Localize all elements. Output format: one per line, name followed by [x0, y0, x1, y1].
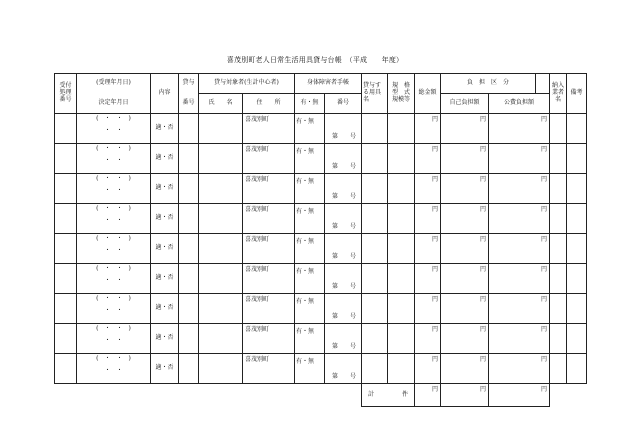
address-cell[interactable]: 喜茂別町 — [243, 264, 295, 294]
receipt-number-cell[interactable] — [55, 114, 77, 144]
vendor-cell[interactable] — [550, 114, 567, 144]
total-amount-cell[interactable]: 円 — [415, 204, 441, 234]
remarks-cell[interactable] — [567, 204, 587, 234]
disability-presence-cell[interactable]: 有・無 — [295, 354, 325, 384]
book-number-cell[interactable]: 第 号 — [325, 114, 362, 144]
remarks-cell[interactable] — [567, 264, 587, 294]
total-amount-yen: 円 — [415, 384, 441, 407]
spec-cell[interactable] — [388, 264, 415, 294]
name-cell[interactable] — [199, 174, 243, 204]
header-lend-top: 貸与 — [179, 74, 199, 94]
spec-cell[interactable] — [388, 144, 415, 174]
self-burden-cell[interactable]: 円 — [441, 294, 489, 324]
header-item-name: 貸与す る用具 名 — [362, 74, 388, 114]
item-name-cell[interactable] — [362, 114, 388, 144]
vendor-cell[interactable] — [550, 294, 567, 324]
ledger-row — [55, 114, 587, 144]
spec-cell[interactable] — [388, 294, 415, 324]
approval-cell[interactable]: 適・否 — [151, 294, 179, 324]
receipt-number-cell[interactable] — [55, 204, 77, 234]
ledger-row — [55, 324, 587, 354]
spec-cell[interactable] — [388, 174, 415, 204]
ledger-row — [55, 174, 587, 204]
spec-cell[interactable] — [388, 354, 415, 384]
header-total-amount: 総金額 — [415, 74, 441, 114]
approval-cell[interactable]: 適・否 — [151, 354, 179, 384]
remarks-cell[interactable] — [567, 234, 587, 264]
header-disability-book: 身体障害者手帳 — [295, 74, 362, 94]
vendor-cell[interactable] — [550, 204, 567, 234]
header-row-1 — [55, 74, 587, 94]
total-amount-cell[interactable]: 円 — [415, 294, 441, 324]
receipt-number-cell[interactable] — [55, 294, 77, 324]
name-cell[interactable] — [199, 204, 243, 234]
header-remarks: 備考 — [567, 74, 587, 114]
receipt-number-cell[interactable] — [55, 354, 77, 384]
lend-number-cell[interactable] — [179, 234, 199, 264]
approval-cell[interactable]: 適・否 — [151, 234, 179, 264]
total-row — [55, 384, 587, 407]
self-burden-cell[interactable]: 円 — [441, 204, 489, 234]
public-burden-cell[interactable]: 円 — [489, 294, 550, 324]
disability-presence-cell[interactable]: 有・無 — [295, 174, 325, 204]
receipt-date: ( ・ ・ ) — [96, 355, 131, 362]
approval-cell[interactable]: 適・否 — [151, 264, 179, 294]
disability-presence-cell[interactable]: 有・無 — [295, 114, 325, 144]
total-amount-cell[interactable]: 円 — [415, 264, 441, 294]
header-spec: 規 格 型 式 規模等 — [388, 74, 415, 114]
decision-date: ・ ・ — [104, 366, 123, 374]
header-lend-number: 番号 — [179, 94, 199, 114]
approval-cell[interactable]: 適・否 — [151, 204, 179, 234]
decision-date: ・ ・ — [104, 276, 123, 284]
lend-number-cell[interactable] — [179, 264, 199, 294]
public-burden-cell[interactable]: 円 — [489, 114, 550, 144]
address-cell[interactable]: 喜茂別町 — [243, 204, 295, 234]
lend-number-cell[interactable] — [179, 294, 199, 324]
header-book-number: 番号 — [325, 94, 362, 114]
item-name-cell[interactable] — [362, 234, 388, 264]
total-label: 計 件 — [362, 384, 415, 407]
address-cell[interactable]: 喜茂別町 — [243, 294, 295, 324]
public-burden-cell[interactable]: 円 — [489, 144, 550, 174]
decision-date: ・ ・ — [104, 156, 123, 164]
book-number-cell[interactable]: 第 号 — [325, 174, 362, 204]
receipt-date: ( ・ ・ ) — [96, 235, 131, 242]
document-title: 喜茂別町老人日常生活用具貸与台帳 （平成 年度） — [226, 56, 404, 64]
decision-date: ・ ・ — [104, 246, 123, 254]
disability-presence-cell[interactable]: 有・無 — [295, 264, 325, 294]
lend-number-cell[interactable] — [179, 354, 199, 384]
approval-cell[interactable]: 適・否 — [151, 114, 179, 144]
ledger-table — [54, 73, 587, 407]
lend-number-cell[interactable] — [179, 114, 199, 144]
book-number-cell[interactable]: 第 号 — [325, 144, 362, 174]
name-cell[interactable] — [199, 294, 243, 324]
date-cell[interactable] — [77, 114, 151, 144]
address-cell[interactable]: 喜茂別町 — [243, 144, 295, 174]
ledger-row — [55, 234, 587, 264]
item-name-cell[interactable] — [362, 354, 388, 384]
total-amount-cell[interactable]: 円 — [415, 354, 441, 384]
receipt-number-cell[interactable] — [55, 324, 77, 354]
decision-date: ・ ・ — [104, 306, 123, 314]
self-burden-cell[interactable]: 円 — [441, 324, 489, 354]
spec-cell[interactable] — [388, 114, 415, 144]
header-vendor: 納入 業者 名 — [550, 74, 567, 114]
remarks-cell[interactable] — [567, 354, 587, 384]
self-burden-cell[interactable]: 円 — [441, 264, 489, 294]
decision-date: ・ ・ — [104, 186, 123, 194]
remarks-cell[interactable] — [567, 174, 587, 204]
book-number-cell[interactable]: 第 号 — [325, 264, 362, 294]
ledger-data-rows — [55, 114, 587, 384]
receipt-date: ( ・ ・ ) — [96, 115, 131, 122]
total-self-burden-yen: 円 — [441, 384, 489, 407]
date-cell[interactable] — [77, 294, 151, 324]
item-name-cell[interactable] — [362, 144, 388, 174]
approval-cell[interactable]: 適・否 — [151, 144, 179, 174]
name-cell[interactable] — [199, 264, 243, 294]
address-cell[interactable]: 喜茂別町 — [243, 234, 295, 264]
public-burden-cell[interactable]: 円 — [489, 264, 550, 294]
total-amount-cell[interactable]: 円 — [415, 174, 441, 204]
receipt-date: ( ・ ・ ) — [96, 205, 131, 212]
decision-date: ・ ・ — [104, 336, 123, 344]
spec-cell[interactable] — [388, 204, 415, 234]
vendor-cell[interactable] — [550, 174, 567, 204]
header-lend-target: 貸与対象者(生計中心者) — [199, 74, 295, 94]
lend-number-cell[interactable] — [179, 174, 199, 204]
decision-date: ・ ・ — [104, 126, 123, 134]
date-cell[interactable] — [77, 174, 151, 204]
header-burden-category: 負 担 区 分 — [441, 74, 536, 94]
lend-number-cell[interactable] — [179, 204, 199, 234]
header-row-2 — [55, 94, 587, 114]
header-address: 住 所 — [243, 94, 295, 114]
header-self-burden: 自己負担額 — [441, 94, 489, 114]
receipt-date: ( ・ ・ ) — [96, 265, 131, 272]
receipt-number-cell[interactable] — [55, 234, 77, 264]
book-number-cell[interactable]: 第 号 — [325, 354, 362, 384]
name-cell[interactable] — [199, 114, 243, 144]
header-decision-date: 決定年月日 — [77, 94, 151, 114]
disability-presence-cell[interactable]: 有・無 — [295, 324, 325, 354]
date-cell[interactable] — [77, 264, 151, 294]
receipt-number-cell[interactable] — [55, 264, 77, 294]
spec-cell[interactable] — [388, 234, 415, 264]
header-public-burden: 公費負担額 — [489, 94, 550, 114]
public-burden-cell[interactable]: 円 — [489, 324, 550, 354]
receipt-date: ( ・ ・ ) — [96, 325, 131, 332]
total-amount-cell[interactable]: 円 — [415, 234, 441, 264]
date-cell[interactable] — [77, 354, 151, 384]
lend-number-cell[interactable] — [179, 144, 199, 174]
remarks-cell[interactable] — [567, 144, 587, 174]
public-burden-cell[interactable]: 円 — [489, 174, 550, 204]
self-burden-cell[interactable]: 円 — [441, 354, 489, 384]
approval-cell[interactable]: 適・否 — [151, 324, 179, 354]
date-cell[interactable] — [77, 204, 151, 234]
self-burden-cell[interactable]: 円 — [441, 234, 489, 264]
address-cell[interactable]: 喜茂別町 — [243, 114, 295, 144]
address-cell[interactable]: 喜茂別町 — [243, 354, 295, 384]
book-number-cell[interactable]: 第 号 — [325, 204, 362, 234]
date-cell[interactable] — [77, 144, 151, 174]
total-amount-cell[interactable]: 円 — [415, 144, 441, 174]
approval-cell[interactable]: 適・否 — [151, 174, 179, 204]
receipt-date: ( ・ ・ ) — [96, 295, 131, 302]
vendor-cell[interactable] — [550, 354, 567, 384]
address-cell[interactable]: 喜茂別町 — [243, 324, 295, 354]
self-burden-cell[interactable]: 円 — [441, 114, 489, 144]
spec-cell[interactable] — [388, 324, 415, 354]
date-cell[interactable] — [77, 234, 151, 264]
name-cell[interactable] — [199, 234, 243, 264]
vendor-cell[interactable] — [550, 144, 567, 174]
disability-presence-cell[interactable]: 有・無 — [295, 294, 325, 324]
disability-presence-cell[interactable]: 有・無 — [295, 234, 325, 264]
public-burden-cell[interactable]: 円 — [489, 204, 550, 234]
self-burden-cell[interactable]: 円 — [441, 174, 489, 204]
disability-presence-cell[interactable]: 有・無 — [295, 204, 325, 234]
ledger-row — [55, 144, 587, 174]
total-amount-cell[interactable]: 円 — [415, 114, 441, 144]
vendor-cell[interactable] — [550, 264, 567, 294]
ledger-row — [55, 354, 587, 384]
receipt-number-cell[interactable] — [55, 174, 77, 204]
self-burden-cell[interactable]: 円 — [441, 144, 489, 174]
date-cell[interactable] — [77, 324, 151, 354]
ledger-row — [55, 294, 587, 324]
receipt-date: ( ・ ・ ) — [96, 175, 131, 182]
header-umu: 有・無 — [295, 94, 325, 114]
total-public-burden-yen: 円 — [489, 384, 550, 407]
public-burden-cell[interactable]: 円 — [489, 234, 550, 264]
header-name: 氏 名 — [199, 94, 243, 114]
ledger-row — [55, 264, 587, 294]
lend-number-cell[interactable] — [179, 324, 199, 354]
book-number-cell[interactable]: 第 号 — [325, 324, 362, 354]
remarks-cell[interactable] — [567, 324, 587, 354]
item-name-cell[interactable] — [362, 204, 388, 234]
header-content: 内容 — [151, 74, 179, 114]
decision-date: ・ ・ — [104, 216, 123, 224]
book-number-cell[interactable]: 第 号 — [325, 234, 362, 264]
book-number-cell[interactable]: 第 号 — [325, 294, 362, 324]
item-name-cell[interactable] — [362, 294, 388, 324]
name-cell[interactable] — [199, 324, 243, 354]
header-receipt-date: (受理年月日) — [77, 74, 151, 94]
disability-presence-cell[interactable]: 有・無 — [295, 144, 325, 174]
vendor-cell[interactable] — [550, 324, 567, 354]
ledger-row — [55, 204, 587, 234]
header-receipt-number: 受付 処理 番号 — [55, 74, 77, 114]
item-name-cell[interactable] — [362, 324, 388, 354]
public-burden-cell[interactable]: 円 — [489, 354, 550, 384]
item-name-cell[interactable] — [362, 264, 388, 294]
name-cell[interactable] — [199, 144, 243, 174]
name-cell[interactable] — [199, 354, 243, 384]
remarks-cell[interactable] — [567, 114, 587, 144]
receipt-number-cell[interactable] — [55, 144, 77, 174]
vendor-cell[interactable] — [550, 234, 567, 264]
remarks-cell[interactable] — [567, 294, 587, 324]
item-name-cell[interactable] — [362, 174, 388, 204]
receipt-date: ( ・ ・ ) — [96, 145, 131, 152]
total-amount-cell[interactable]: 円 — [415, 324, 441, 354]
address-cell[interactable]: 喜茂別町 — [243, 174, 295, 204]
